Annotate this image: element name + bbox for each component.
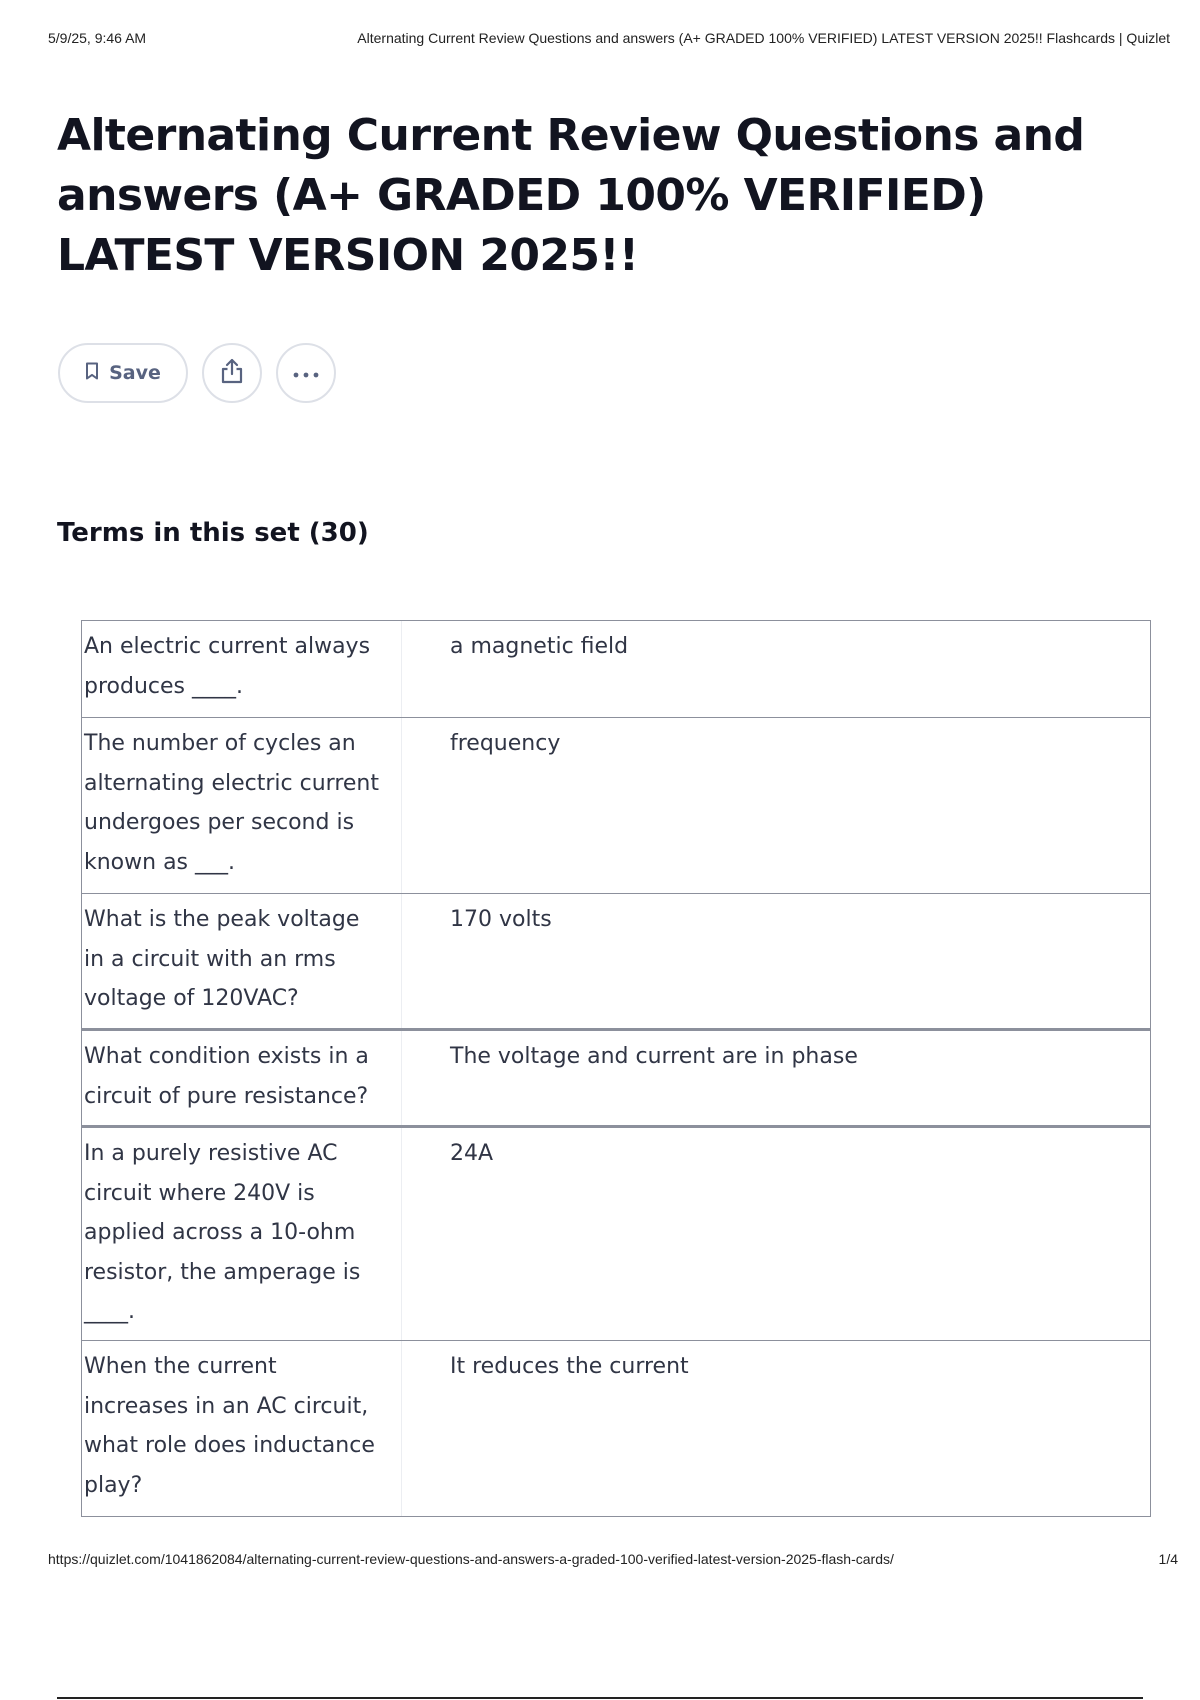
page-number: 1/4 <box>1158 1551 1178 1567</box>
more-icon <box>292 364 320 383</box>
term-text: What is the peak voltage in a circuit with an rms voltage of 120VAC? <box>82 894 402 1028</box>
share-button[interactable] <box>202 343 262 403</box>
bookmark-icon <box>85 362 99 385</box>
print-doc-title: Alternating Current Review Questions and answers (A+ GRADED 100% VERIFIED) LATEST VERSION 2025!! Flashcards | Quizlet <box>357 30 1170 46</box>
term-text: What condition exists in a circuit of pure resistance? <box>82 1031 402 1125</box>
term-row[interactable] <box>82 621 1150 718</box>
definition-text: frequency <box>450 731 561 756</box>
definition-text: a magnetic field <box>450 634 629 659</box>
term-row[interactable] <box>82 1341 1150 1517</box>
term-row[interactable] <box>82 718 1150 894</box>
definition-text: 170 volts <box>450 907 552 932</box>
print-footer <box>48 1551 1178 1567</box>
action-bar <box>58 343 336 403</box>
term-row[interactable] <box>82 1126 1150 1341</box>
save-button[interactable] <box>58 343 188 403</box>
term-text: An electric current always produces ____. <box>82 621 402 717</box>
print-date: 5/9/25, 9:46 AM <box>48 30 147 46</box>
definition-text: It reduces the current <box>450 1354 689 1379</box>
more-options-button[interactable] <box>276 343 336 403</box>
save-label: Save <box>109 362 161 384</box>
print-header <box>48 30 1170 46</box>
page-title: Alternating Current Review Questions and answers (A+ GRADED 100% VERIFIED) LATEST VERSION 2025!! <box>57 110 1085 281</box>
bottom-divider <box>57 1697 1143 1699</box>
terms-heading: Terms in this set (30) <box>57 518 369 548</box>
page-url: https://quizlet.com/1041862084/alternating-current-review-questions-and-answers-a-graded-100-verified-latest-version-2025-flash-cards/ <box>48 1551 894 1567</box>
definition-text: 24A <box>450 1141 494 1166</box>
share-icon <box>219 357 245 389</box>
term-row[interactable] <box>82 894 1150 1029</box>
term-text: When the current increases in an AC circuit, what role does inductance play? <box>82 1341 402 1516</box>
term-text: The number of cycles an alternating electric current undergoes per second is known as ___. <box>82 718 402 893</box>
term-row[interactable] <box>82 1029 1150 1126</box>
definition-text: The voltage and current are in phase <box>450 1044 858 1069</box>
terms-table <box>81 620 1151 1517</box>
term-text: In a purely resistive AC circuit where 240V is applied across a 10-ohm resistor, the amperage is ____. <box>82 1128 402 1340</box>
